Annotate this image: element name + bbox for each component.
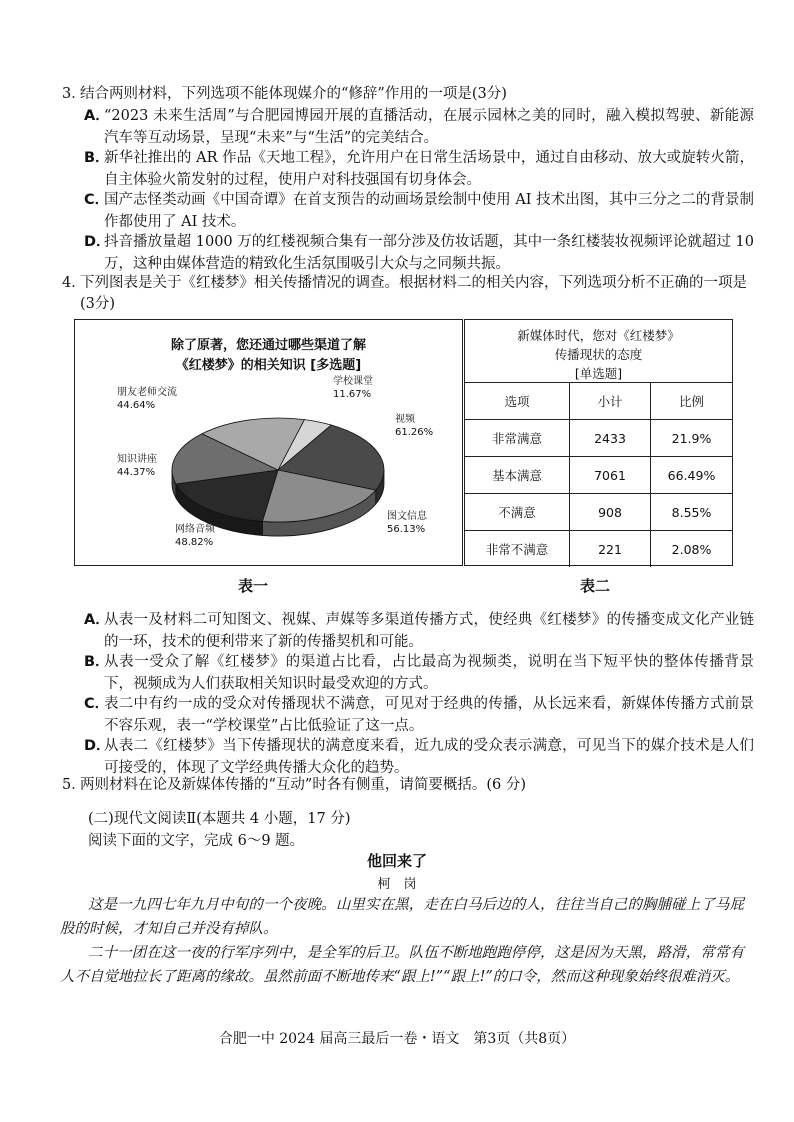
option-letter: D． <box>84 738 111 754</box>
table-cell: 221 <box>570 531 651 568</box>
q4-option-a <box>84 610 754 653</box>
story-author: 柯 岗 <box>377 877 417 892</box>
q3-option-a <box>84 106 754 149</box>
story-paragraph: 二十一团在这一夜的行军序列中，是全军的后卫。队伍不断地跑跑停停，这是因为天黑，路滑，常常有人不自觉地拉长了距离的缘故。虽然前面不断地传来“跟上!”“跟上!”的口令，然而这种现象始终很难消灭。 <box>60 945 744 985</box>
option-text: 从表一受众了解《红楼梦》的渠道占比看，占比最高为视频类，说明在当下短平快的整体传播背景下，视频成为人们获取相关知识时最受欢迎的方式。 <box>104 654 754 692</box>
table-cell: 不满意 <box>465 494 570 531</box>
pie-chart-panel <box>74 319 463 566</box>
q3-option-b <box>84 148 754 191</box>
table-cell: 非常不满意 <box>465 531 570 568</box>
table-cell: 21.9% <box>651 420 733 457</box>
q3-option-c <box>84 190 754 233</box>
pie-label-school: 学校课堂 11.67% <box>333 376 373 400</box>
table-title: 新媒体时代，您对《红楼梦》 传播现状的态度 [单选题] <box>517 328 680 381</box>
option-letter: C． <box>84 192 110 208</box>
q3-option-d <box>84 232 754 275</box>
table-cell: 8.55% <box>651 494 733 531</box>
option-text: 国产志怪类动画《中国奇谭》在首支预告的动画场景绘制中使用 AI 技术出图，其中三分之二的背景制作都使用了 AI 技术。 <box>104 192 754 230</box>
question-stem: 下列图表是关于《红楼梦》相关传播情况的调查。根据材料二的相关内容，下列选项分析不正确的一项是(3分) <box>80 275 747 312</box>
chart-caption: 表一 <box>238 577 269 595</box>
table-row <box>465 420 732 457</box>
pie-label-exchange: 朋友老师交流 44.64% <box>117 387 177 411</box>
option-letter: B． <box>84 150 110 166</box>
question-4 <box>62 273 752 315</box>
option-letter: B． <box>84 654 110 670</box>
survey-table-panel <box>464 319 733 566</box>
table-caption: 表二 <box>580 577 611 595</box>
question-stem: 结合两则材料，下列选项不能体现媒介的“修辞”作用的一项是(3分) <box>80 86 507 102</box>
q4-option-b <box>84 652 754 695</box>
option-text: 从表二《红楼梦》当下传播现状的满意度来看，近九成的受众表示满意，可见当下的媒介技术是人们可接受的，体现了文学经典传播大众化的趋势。 <box>104 738 754 776</box>
option-text: 表二中有约一成的受众对传播现状不满意，可见对于经典的传播，从长远来看，新媒体传播方式前景不容乐观，表一“学校课堂”占比低验证了这一点。 <box>104 696 754 734</box>
section-heading: (二)现代文阅读Ⅱ(本题共 4 小题，17 分) <box>88 811 351 827</box>
option-text: 抖音播放量超 1000 万的红楼视频合集有一部分涉及仿妆话题，其中一条红楼装妆视频评论就超过 10万，这种由媒体营造的精致化生活氛围吸引大众与之同频共振。 <box>104 234 754 272</box>
table-cell: 908 <box>570 494 651 531</box>
story-title: 他回来了 <box>366 852 427 870</box>
table-row <box>465 494 732 531</box>
question-number: 5． <box>62 777 86 793</box>
option-text: “2023 未来生活周”与合肥园博园开展的直播活动，在展示园林之美的同时，融入模拟驾驶、新能源汽车等互动场景，呈现“未来”与“生活”的完美结合。 <box>104 108 754 146</box>
option-text: 新华社推出的 AR 作品《天地工程》，允许用户在日常生活场景中，通过自由移动、放大或旋转火箭，自主体验火箭发射的过程，使用户对科技强国有切身体会。 <box>104 150 754 188</box>
table-cell: 非常满意 <box>465 420 570 457</box>
question-number: 3． <box>62 86 86 102</box>
table-header: 选项 <box>465 383 570 420</box>
pie-label-lecture: 知识讲座 44.37% <box>117 454 157 478</box>
section-instruction: 阅读下面的文字，完成 6～9 题。 <box>88 833 305 849</box>
table-cell: 基本满意 <box>465 457 570 494</box>
option-letter: D． <box>84 234 111 250</box>
pie-label-graphic: 图文信息 56.13% <box>387 511 427 535</box>
question-5 <box>62 775 752 796</box>
option-letter: A． <box>84 108 110 124</box>
survey-table <box>465 382 732 567</box>
table-cell: 2433 <box>570 420 651 457</box>
table-cell: 7061 <box>570 457 651 494</box>
page-footer: 合肥一中 2024 届高三最后一卷・语文 第3页（共8页） <box>218 1031 576 1047</box>
table-header: 比例 <box>651 383 733 420</box>
q4-option-c <box>84 694 754 737</box>
pie-label-video: 视频 61.26% <box>395 414 434 438</box>
table-row <box>465 531 732 568</box>
question-3 <box>62 84 752 105</box>
table-header-row <box>465 383 732 420</box>
question-stem: 两则材料在论及新媒体传播的“互动”时各有侧重，请简要概括。(6 分) <box>80 777 526 793</box>
table-cell: 2.08% <box>651 531 733 568</box>
pie-label-audio: 网络音频 48.82% <box>175 524 215 548</box>
story-paragraph: 这是一九四七年九月中旬的一个夜晚。山里实在黑，走在白马后边的人，往往当自己的胸脯碰上了马屁股的时候，才知自己并没有掉队。 <box>60 897 744 937</box>
table-cell: 66.49% <box>651 457 733 494</box>
table-row <box>465 457 732 494</box>
table-header: 小计 <box>570 383 651 420</box>
question-number: 4． <box>62 275 86 291</box>
chart-title-line: 除了原著，您还通过哪些渠道了解 <box>170 338 366 353</box>
chart-title-line: 《红楼梦》的相关知识 [多选题] <box>175 358 362 373</box>
option-letter: C． <box>84 696 110 712</box>
option-letter: A． <box>84 612 110 628</box>
option-text: 从表一及材料二可知图文、视媒、声媒等多渠道传播方式，使经典《红楼梦》的传播变成文化产业链的一环，技术的便利带来了新的传播契机和可能。 <box>104 612 754 650</box>
q4-option-d <box>84 736 754 779</box>
